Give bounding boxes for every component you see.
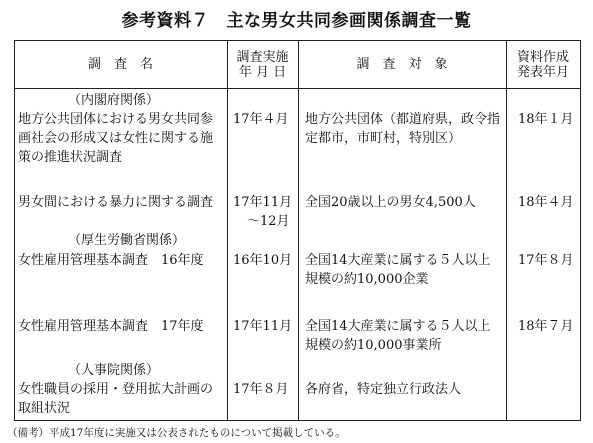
group-label-cabinet-office: （内閣府関係） <box>68 93 160 108</box>
header-divider <box>14 88 581 89</box>
table-row-date: 17年８月 <box>233 382 289 397</box>
table-row-date: 17年４月 <box>233 112 289 127</box>
table-row-publication: 17年８月 <box>518 253 574 268</box>
table-row-publication: 18年１月 <box>518 112 574 127</box>
table-row-target: 各府省，特定独立行政法人 <box>305 382 462 397</box>
table-row-date: 17年11月 <box>233 319 293 334</box>
table-row-name: 男女間における暴力に関する調査 <box>18 195 214 210</box>
table-row-name: 地方公共団体における男女共同参 画社会の形成又は女性に関する施 策の推進状況調査 <box>18 112 214 165</box>
header-survey-target: 調 査 対 象 <box>356 57 448 72</box>
column-divider <box>506 41 507 420</box>
table-row-publication: 18年７月 <box>518 319 574 334</box>
group-label-labor-ministry: （厚生労働省関係） <box>68 233 186 248</box>
table-border-right <box>580 41 581 420</box>
table-row-date: 16年10月 <box>233 253 293 268</box>
header-survey-name: 調 査 名 <box>87 57 153 72</box>
table-row-target: 全国14大産業に属する５人以上 規模の約10,000企業 <box>305 253 491 287</box>
header-survey-date: 調査実施 年 月 日 <box>236 49 289 80</box>
table-border-left <box>14 41 15 420</box>
column-divider <box>298 41 299 420</box>
table-row-target: 全国14大産業に属する５人以上 規模の約10,000事業所 <box>305 319 491 353</box>
page-title: 参考資料７ 主な男女共同参画関係調査一覧 <box>121 11 472 31</box>
table-row-name: 女性職員の採用・登用拡大計画の 取組状況 <box>18 382 214 416</box>
footnote: （備考）平成17年度に実施又は公表されたものについて掲載している。 <box>7 427 346 439</box>
table-row-date: 17年11月 ～12月 <box>233 195 293 229</box>
table-row-name: 女性雇用管理基本調査 17年度 <box>18 319 204 334</box>
table-row-target: 全国20歳以上の男女4,500人 <box>305 195 476 210</box>
table-row-target: 地方公共団体（都道府県，政令指 定都市，市町村，特別区） <box>305 112 501 146</box>
column-divider <box>227 41 228 420</box>
header-publication-date: 資料作成 発表年月 <box>516 49 569 80</box>
table-row-publication: 18年４月 <box>518 195 574 210</box>
group-label-personnel-authority: （人事院関係） <box>68 363 160 378</box>
survey-table <box>14 40 581 421</box>
table-row-name: 女性雇用管理基本調査 16年度 <box>18 253 204 268</box>
